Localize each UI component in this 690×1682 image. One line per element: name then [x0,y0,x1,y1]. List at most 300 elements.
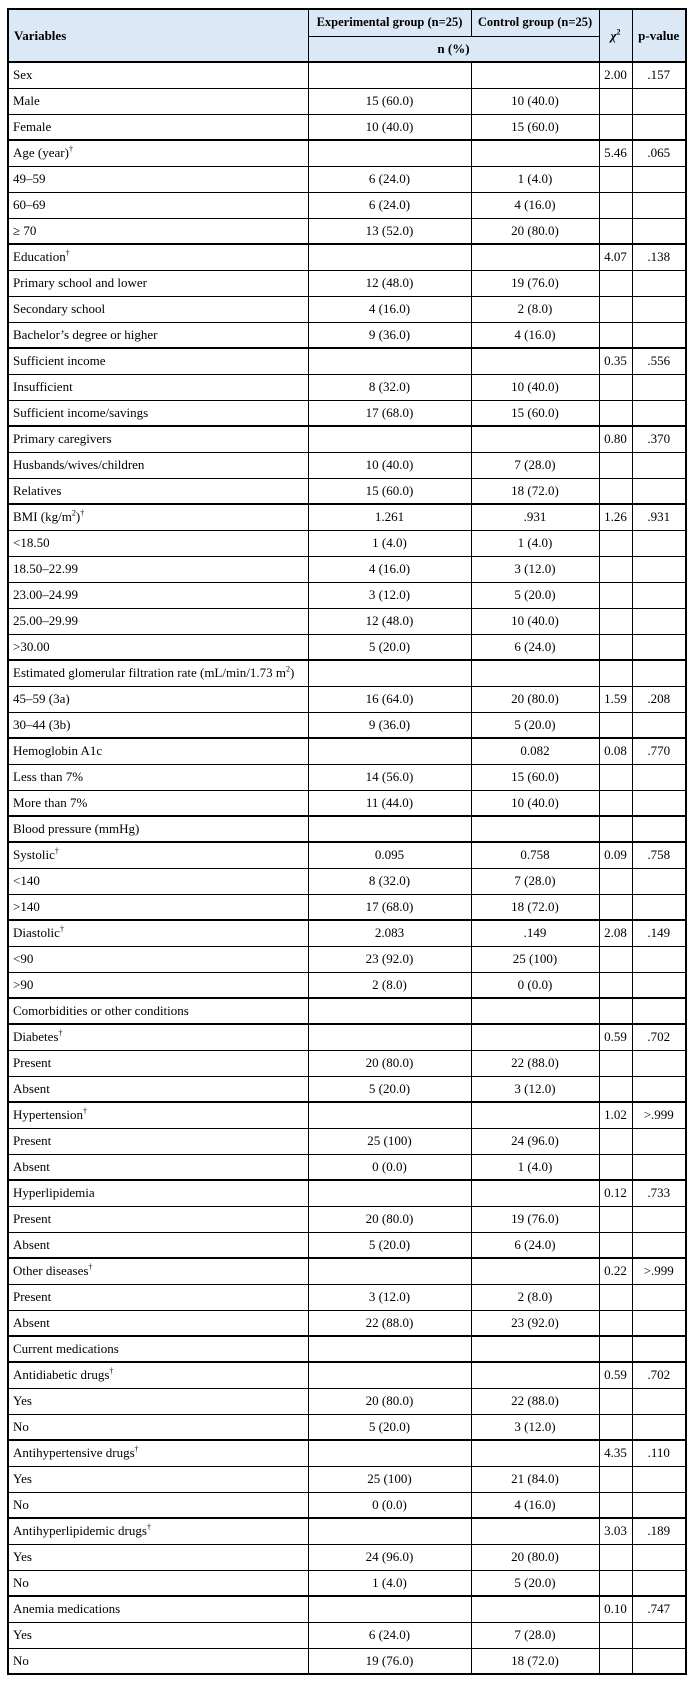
experimental-value: 2.083 [308,920,471,946]
table-row-category [8,1466,686,1492]
table-row-category [8,400,686,426]
control-value: 3 (12.0) [471,1076,599,1102]
chi-square-value [599,946,632,972]
table-row-category [8,374,686,400]
chi-square-value [599,1310,632,1336]
row-label: <90 [8,946,308,972]
experimental-value [308,1440,471,1466]
chi-square-value [599,608,632,634]
experimental-value [308,816,471,842]
chi-square-value [599,1466,632,1492]
row-label: ≥ 70 [8,218,308,244]
experimental-value: 23 (92.0) [308,946,471,972]
experimental-value [308,1336,471,1362]
row-label: Present [8,1206,308,1232]
experimental-value: 4 (16.0) [308,296,471,322]
table-row-variable [8,998,686,1024]
table-row-variable [8,1258,686,1284]
control-value [471,1102,599,1128]
table-row-variable [8,1336,686,1362]
chi-square-value [599,218,632,244]
experimental-value: 5 (20.0) [308,1076,471,1102]
row-label: Sex [8,62,308,88]
chi-square-value [599,322,632,348]
chi-square-value: 0.35 [599,348,632,374]
experimental-value: 4 (16.0) [308,556,471,582]
chi-square-value [599,790,632,816]
control-value [471,816,599,842]
control-value: 20 (80.0) [471,1544,599,1570]
p-value-cell: .733 [632,1180,686,1206]
chi-square-value: 1.02 [599,1102,632,1128]
experimental-value [308,1102,471,1128]
experimental-value: 9 (36.0) [308,322,471,348]
chi-square-value [599,1622,632,1648]
p-value-cell: .556 [632,348,686,374]
chi-square-value: 0.59 [599,1362,632,1388]
row-label: >90 [8,972,308,998]
chi-square-value: 0.09 [599,842,632,868]
experimental-value: 1.261 [308,504,471,530]
control-value: 0 (0.0) [471,972,599,998]
p-value-cell [632,790,686,816]
table-row-category [8,478,686,504]
row-label: Hyperlipidemia [8,1180,308,1206]
control-value: .931 [471,504,599,530]
table-row-variable [8,1596,686,1622]
chi-square-value [599,868,632,894]
p-value-cell [632,1232,686,1258]
p-value-cell [632,1388,686,1414]
p-value-cell [632,1622,686,1648]
p-value-cell [632,1648,686,1674]
p-value-cell [632,192,686,218]
row-label: Yes [8,1544,308,1570]
p-value-cell [632,1544,686,1570]
row-label: Present [8,1284,308,1310]
column-header-experimental-group: Experimental group (n=25) [308,9,471,36]
table-body [8,62,686,1674]
table-row-category [8,114,686,140]
row-label: Secondary school [8,296,308,322]
control-value: 3 (12.0) [471,1414,599,1440]
chi-square-value [599,452,632,478]
row-label: Female [8,114,308,140]
experimental-value: 15 (60.0) [308,88,471,114]
header-row-groups [8,9,686,36]
experimental-value: 25 (100) [308,1128,471,1154]
chi-square-value: 4.35 [599,1440,632,1466]
experimental-value [308,244,471,270]
control-value: 20 (80.0) [471,686,599,712]
p-value-cell [632,1310,686,1336]
p-value-cell [632,114,686,140]
experimental-value: 2 (8.0) [308,972,471,998]
table-row-category [8,712,686,738]
control-value: 4 (16.0) [471,322,599,348]
row-label: 18.50–22.99 [8,556,308,582]
experimental-value: 20 (80.0) [308,1388,471,1414]
chi-square-value [599,1206,632,1232]
p-value-cell: .149 [632,920,686,946]
experimental-value [308,998,471,1024]
row-label: Primary school and lower [8,270,308,296]
row-label: 45–59 (3a) [8,686,308,712]
experimental-value: 25 (100) [308,1466,471,1492]
table-row-category [8,1050,686,1076]
chi-square-value: 0.12 [599,1180,632,1206]
experimental-value: 16 (64.0) [308,686,471,712]
experimental-value [308,660,471,686]
control-value: 1 (4.0) [471,1154,599,1180]
p-value-cell [632,764,686,790]
row-label: Current medications [8,1336,308,1362]
chi-square-value [599,972,632,998]
table-row-category [8,608,686,634]
table-row-category [8,790,686,816]
chi-square-value [599,816,632,842]
experimental-value: 20 (80.0) [308,1050,471,1076]
experimental-value [308,1258,471,1284]
baseline-characteristics-table [7,8,687,1675]
control-value [471,244,599,270]
experimental-value: 0.095 [308,842,471,868]
p-value-cell [632,998,686,1024]
row-label: Sufficient income [8,348,308,374]
chi-square-value [599,1232,632,1258]
control-value: 10 (40.0) [471,608,599,634]
table-row-category [8,1492,686,1518]
experimental-value: 0 (0.0) [308,1492,471,1518]
experimental-value: 24 (96.0) [308,1544,471,1570]
row-label: Absent [8,1232,308,1258]
control-value [471,62,599,88]
chi-square-value [599,530,632,556]
control-value [471,660,599,686]
table-row-variable [8,348,686,374]
table-row-category [8,1076,686,1102]
p-value-cell: .758 [632,842,686,868]
row-label: Diabetes† [8,1024,308,1050]
chi-square-value [599,1050,632,1076]
table-row-category [8,686,686,712]
table-row-variable [8,1362,686,1388]
chi-exponent: 2 [616,27,621,37]
p-value-cell [632,452,686,478]
row-label: Age (year)† [8,140,308,166]
control-value [471,1258,599,1284]
row-label: Sufficient income/savings [8,400,308,426]
row-label: 23.00–24.99 [8,582,308,608]
chi-square-value [599,712,632,738]
experimental-value: 6 (24.0) [308,1622,471,1648]
experimental-value [308,348,471,374]
chi-square-value [599,374,632,400]
row-label: No [8,1570,308,1596]
chi-square-value: 3.03 [599,1518,632,1544]
p-value-cell [632,816,686,842]
table-row-category [8,530,686,556]
control-value: 21 (84.0) [471,1466,599,1492]
table-row-variable [8,738,686,764]
table-row-category [8,452,686,478]
control-value [471,1024,599,1050]
chi-square-value [599,1414,632,1440]
row-label: Estimated glomerular filtration rate (mL/min/1.73 $m^2$) [8,660,308,686]
p-value-cell [632,972,686,998]
experimental-value: 1 (4.0) [308,530,471,556]
row-label: Diastolic† [8,920,308,946]
chi-square-value: 0.80 [599,426,632,452]
experimental-value: 6 (24.0) [308,192,471,218]
table-row-category [8,1310,686,1336]
p-value-cell [632,582,686,608]
control-value: 20 (80.0) [471,218,599,244]
control-value: 0.082 [471,738,599,764]
chi-square-value [599,1648,632,1674]
p-value-cell [632,660,686,686]
p-value-cell [632,166,686,192]
row-label: Blood pressure (mmHg) [8,816,308,842]
table-row-category [8,88,686,114]
control-value: 10 (40.0) [471,88,599,114]
p-value-cell [632,608,686,634]
experimental-value: 8 (32.0) [308,374,471,400]
chi-square-value: 0.22 [599,1258,632,1284]
p-value-cell [632,400,686,426]
experimental-value: 15 (60.0) [308,478,471,504]
control-value [471,1440,599,1466]
chi-square-value [599,1570,632,1596]
control-value: 24 (96.0) [471,1128,599,1154]
experimental-value [308,1596,471,1622]
experimental-value: 3 (12.0) [308,582,471,608]
experimental-value: 9 (36.0) [308,712,471,738]
chi-square-value [599,660,632,686]
chi-square-value [599,634,632,660]
row-label: No [8,1492,308,1518]
row-label: Anemia medications [8,1596,308,1622]
control-value: 22 (88.0) [471,1050,599,1076]
row-label: 49–59 [8,166,308,192]
experimental-value: 0 (0.0) [308,1154,471,1180]
column-header-p-value: p-value [632,9,686,62]
control-value [471,426,599,452]
table-row-category [8,1388,686,1414]
experimental-value [308,1518,471,1544]
row-label: Present [8,1050,308,1076]
row-label: Less than 7% [8,764,308,790]
chi-square-value [599,998,632,1024]
chi-square-value [599,114,632,140]
p-value-cell [632,322,686,348]
experimental-value: 5 (20.0) [308,1232,471,1258]
p-value-cell: .370 [632,426,686,452]
control-value: 6 (24.0) [471,634,599,660]
row-label: Insufficient [8,374,308,400]
p-value-cell [632,712,686,738]
row-label: 60–69 [8,192,308,218]
row-label: Education† [8,244,308,270]
p-value-cell [632,946,686,972]
table-row-category [8,1154,686,1180]
table-row-variable [8,816,686,842]
control-value: 10 (40.0) [471,790,599,816]
row-label: Yes [8,1466,308,1492]
column-header-control-group: Control group (n=25) [471,9,599,36]
table-row-variable [8,1518,686,1544]
experimental-value: 8 (32.0) [308,868,471,894]
table-row-category [8,1414,686,1440]
chi-square-value: 0.08 [599,738,632,764]
chi-square-value: 0.10 [599,1596,632,1622]
control-value: 2 (8.0) [471,296,599,322]
p-value-cell [632,270,686,296]
table-row-variable [8,244,686,270]
column-header-variables: Variables [8,9,308,62]
table-row-variable [8,1024,686,1050]
p-value-cell [632,634,686,660]
table-row-category [8,868,686,894]
chi-square-value [599,582,632,608]
control-value: .149 [471,920,599,946]
p-value-cell [632,530,686,556]
row-label: >140 [8,894,308,920]
table-row-category [8,1206,686,1232]
experimental-value [308,1180,471,1206]
chi-square-value [599,1076,632,1102]
control-value [471,1362,599,1388]
table-row-variable [8,1180,686,1206]
table-row-variable [8,660,686,686]
control-value: 15 (60.0) [471,114,599,140]
control-value: 25 (100) [471,946,599,972]
subheader-n-percent: n (%) [308,36,599,62]
table-row-category [8,946,686,972]
p-value-cell: .931 [632,504,686,530]
row-label: Husbands/wives/children [8,452,308,478]
control-value: 19 (76.0) [471,1206,599,1232]
p-value-cell [632,1050,686,1076]
experimental-value: 12 (48.0) [308,608,471,634]
chi-square-value [599,1284,632,1310]
control-value: 7 (28.0) [471,868,599,894]
p-value-cell [632,88,686,114]
control-value: 1 (4.0) [471,166,599,192]
experimental-value: 1 (4.0) [308,1570,471,1596]
p-value-cell [632,1466,686,1492]
chi-square-value [599,192,632,218]
control-value: 6 (24.0) [471,1232,599,1258]
row-label: Primary caregivers [8,426,308,452]
control-value: 0.758 [471,842,599,868]
table-row-category [8,1232,686,1258]
p-value-cell: .110 [632,1440,686,1466]
chi-square-value [599,1388,632,1414]
row-label: BMI $(kg/m^2)^\dagger$ [8,504,308,530]
row-label: Other diseases† [8,1258,308,1284]
chi-square-value [599,1128,632,1154]
table-row-category [8,166,686,192]
table-row-category [8,582,686,608]
table-row-category [8,1570,686,1596]
experimental-value: 6 (24.0) [308,166,471,192]
row-label: More than 7% [8,790,308,816]
row-label: Hemoglobin A1c [8,738,308,764]
p-value-cell [632,478,686,504]
row-label: Male [8,88,308,114]
p-value-cell [632,1570,686,1596]
experimental-value: 13 (52.0) [308,218,471,244]
p-value-cell: >.999 [632,1102,686,1128]
p-value-cell [632,1128,686,1154]
p-value-cell [632,218,686,244]
experimental-value: 12 (48.0) [308,270,471,296]
chi-symbol: χ [610,27,617,43]
chi-square-value [599,764,632,790]
table-row-category [8,192,686,218]
control-value: 5 (20.0) [471,712,599,738]
control-value: 4 (16.0) [471,192,599,218]
control-value: 10 (40.0) [471,374,599,400]
control-value: 23 (92.0) [471,1310,599,1336]
chi-square-value [599,1154,632,1180]
row-label: Present [8,1128,308,1154]
row-label: Antihyperlipidemic drugs† [8,1518,308,1544]
control-value: 7 (28.0) [471,452,599,478]
chi-square-value [599,270,632,296]
row-label: Hypertension† [8,1102,308,1128]
control-value [471,140,599,166]
p-value-cell: .770 [632,738,686,764]
row-label: 30–44 (3b) [8,712,308,738]
experimental-value [308,738,471,764]
p-value-cell [632,556,686,582]
chi-square-value [599,556,632,582]
experimental-value: 10 (40.0) [308,114,471,140]
experimental-value: 22 (88.0) [308,1310,471,1336]
row-label: No [8,1414,308,1440]
row-label: Yes [8,1388,308,1414]
column-header-chi-square [599,9,632,62]
table-row-variable [8,1102,686,1128]
table-row-category [8,1544,686,1570]
control-value [471,1518,599,1544]
experimental-value [308,140,471,166]
row-label: <18.50 [8,530,308,556]
row-label: 25.00–29.99 [8,608,308,634]
experimental-value: 17 (68.0) [308,400,471,426]
row-label: No [8,1648,308,1674]
table-row-category [8,1128,686,1154]
control-value: 15 (60.0) [471,400,599,426]
chi-square-value: 0.59 [599,1024,632,1050]
row-label: Yes [8,1622,308,1648]
control-value: 18 (72.0) [471,478,599,504]
p-value-cell: .208 [632,686,686,712]
chi-square-value [599,1544,632,1570]
control-value [471,348,599,374]
p-value-cell [632,1076,686,1102]
p-value-cell: >.999 [632,1258,686,1284]
control-value: 15 (60.0) [471,764,599,790]
chi-square-value [599,478,632,504]
row-label: Relatives [8,478,308,504]
experimental-value: 3 (12.0) [308,1284,471,1310]
experimental-value: 5 (20.0) [308,634,471,660]
p-value-cell [632,894,686,920]
row-label: <140 [8,868,308,894]
